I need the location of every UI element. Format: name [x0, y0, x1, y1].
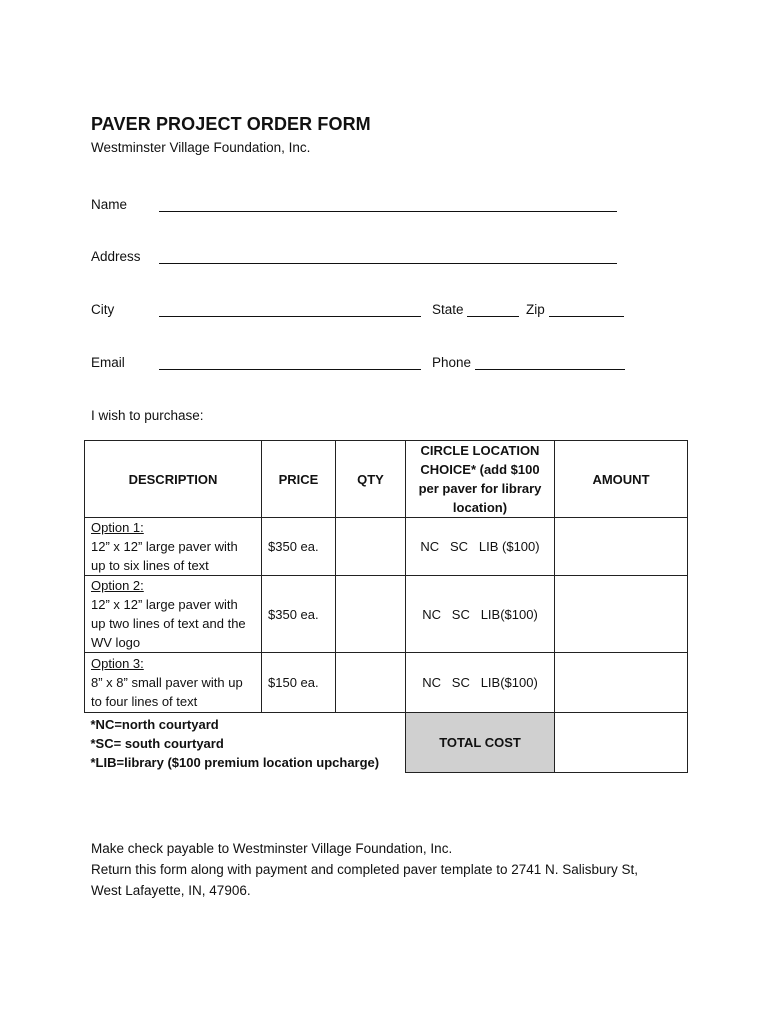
note-nc: *NC=north courtyard: [90, 717, 219, 732]
note-sc: *SC= south courtyard: [90, 736, 224, 751]
option-text: 12” x 12” large paver with up to six lines of text: [91, 539, 238, 573]
option-2-amount-cell[interactable]: [555, 576, 688, 653]
option-title: Option 1:: [91, 520, 144, 535]
option-2-qty-cell[interactable]: [336, 576, 406, 653]
payable-note: Make check payable to Westminster Village Foundation, Inc.: [91, 841, 453, 856]
option-2-description: [85, 576, 262, 653]
location-notes: [85, 713, 406, 773]
return-note: Return this form along with payment and completed paver template to 2741 N. Salisbury St,: [91, 862, 639, 877]
note-lib: *LIB=library ($100 premium location upcharge): [90, 755, 380, 770]
option-3-amount-cell[interactable]: [555, 653, 688, 713]
header-location: CIRCLE LOCATION CHOICE* (add $100 per paver for library location): [406, 441, 555, 518]
total-cost-label: TOTAL COST: [406, 713, 555, 773]
option-1-price: $350 ea.: [262, 518, 336, 576]
header-amount: AMOUNT: [555, 441, 688, 518]
purchase-intro: I wish to purchase:: [91, 408, 204, 423]
order-table: [84, 440, 688, 773]
option-title: Option 2:: [91, 578, 144, 593]
phone-field[interactable]: [475, 369, 625, 370]
address-label: Address: [91, 249, 141, 264]
option-text: 8” x 8” small paver with up to four lines of text: [91, 675, 243, 709]
header-qty: QTY: [336, 441, 406, 518]
city-field[interactable]: [159, 316, 421, 317]
return-address: West Lafayette, IN, 47906.: [91, 883, 251, 898]
organization-name: Westminster Village Foundation, Inc.: [91, 140, 311, 155]
option-1-qty-cell[interactable]: [336, 518, 406, 576]
total-cost-amount-cell[interactable]: [555, 713, 688, 773]
zip-field[interactable]: [549, 316, 624, 317]
header-price: PRICE: [262, 441, 336, 518]
email-field[interactable]: [159, 369, 421, 370]
city-label: City: [91, 302, 115, 317]
name-label: Name: [91, 197, 128, 212]
option-title: Option 3:: [91, 656, 144, 671]
table-total-row: [85, 713, 688, 773]
state-field[interactable]: [467, 316, 519, 317]
phone-label: Phone: [432, 355, 472, 370]
option-1-location-choice[interactable]: NC SC LIB ($100): [406, 518, 555, 576]
table-row: [85, 518, 688, 576]
option-1-description: [85, 518, 262, 576]
option-3-location-choice[interactable]: NC SC LIB($100): [406, 653, 555, 713]
table-row: [85, 576, 688, 653]
option-2-price: $350 ea.: [262, 576, 336, 653]
option-text: 12” x 12” large paver with up two lines of text and the WV logo: [91, 597, 246, 650]
email-label: Email: [91, 355, 125, 370]
address-field[interactable]: [159, 263, 617, 264]
state-label: State: [432, 302, 464, 317]
header-description: DESCRIPTION: [85, 441, 262, 518]
table-header-row: [85, 441, 688, 518]
zip-label: Zip: [526, 302, 545, 317]
option-3-description: [85, 653, 262, 713]
option-1-amount-cell[interactable]: [555, 518, 688, 576]
table-row: [85, 653, 688, 713]
name-field[interactable]: [159, 211, 617, 212]
option-3-qty-cell[interactable]: [336, 653, 406, 713]
option-2-location-choice[interactable]: NC SC LIB($100): [406, 576, 555, 653]
option-3-price: $150 ea.: [262, 653, 336, 713]
page-title: PAVER PROJECT ORDER FORM: [91, 114, 371, 134]
